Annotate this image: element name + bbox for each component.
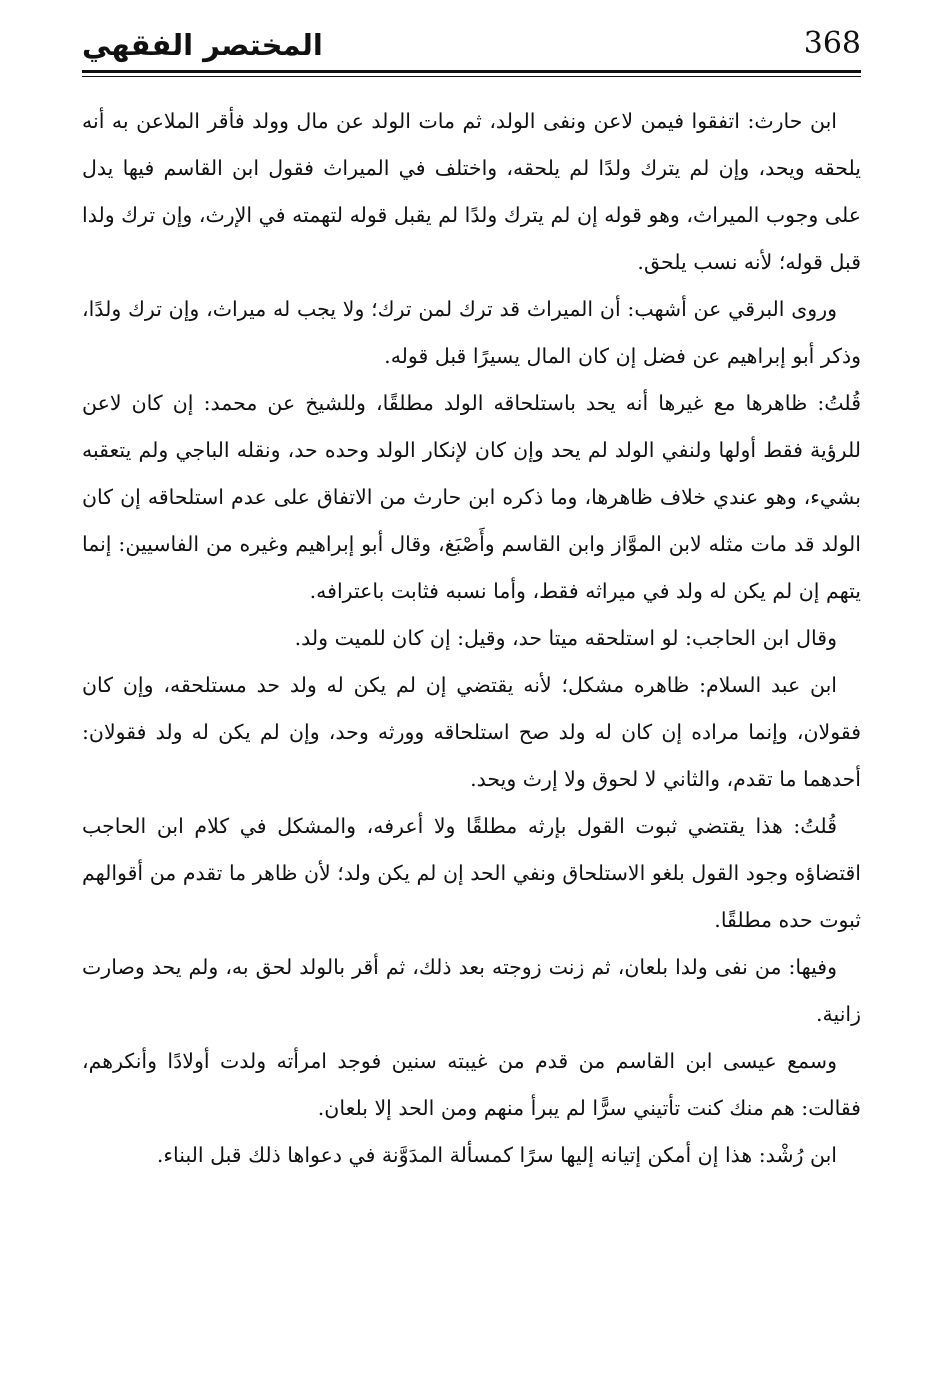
paragraph-7: وفيها: من نفى ولدا بلعان، ثم زنت زوجته بعد ذلك، ثم أقر بالولد لحق به، ولم يحد وصارت زانية. bbox=[82, 955, 861, 1026]
paragraph-8: وسمع عيسى ابن القاسم من قدم من غيبته سنين فوجد امرأته ولدت أولادًا وأنكرهم، فقالت: هم منك كنت تأتيني سرًّا لم يبرأ منهم ومن الحد إلا بلعان. bbox=[82, 1049, 861, 1120]
paragraph-3: قُلتُ: ظاهرها مع غيرها أنه يحد باستلحاقه الولد مطلقًا، وللشيخ عن محمد: إن كان لاعن للرؤية فقط أولها ولنفي الولد لم يحد وإن كان لإنكار الولد وحده حد، ونقله الباجي ولم يتعقبه بشيء، وهو عندي خلاف ظاهرها، وما ذكره ابن حارث من الاتفاق على عدم استلحاقه إن كان الولد قد مات مثله لابن الموَّاز وابن القاسم وأَصْبَغ، وقال أبو إبراهيم وغيره من الفاسيين: إنما يتهم إن لم يكن له ولد في ميراثه فقط، وأما نسبه فثابت باعترافه. bbox=[82, 391, 861, 603]
paragraph-2: وروى البرقي عن أشهب: أن الميراث قد ترك لمن ترك؛ ولا يجب له ميراث، وإن ترك ولدًا، وذكر أبو إبراهيم عن فضل إن كان المال يسيرًا قبل قوله. bbox=[82, 297, 861, 368]
header-rule-thin bbox=[82, 76, 861, 77]
book-title: المختصر الفقهي bbox=[82, 28, 323, 62]
page-number: 368 bbox=[803, 26, 861, 61]
paragraph-9: ابن رُشْد: هذا إن أمكن إتيانه إليها سرًا كمسألة المدَوَّنة في دعواها ذلك قبل البناء. bbox=[156, 1143, 837, 1167]
body-text bbox=[82, 98, 861, 1179]
paragraph-4: وقال ابن الحاجب: لو استلحقه ميتا حد، وقيل: إن كان للميت ولد. bbox=[294, 626, 837, 650]
paragraph-5: ابن عبد السلام: ظاهره مشكل؛ لأنه يقتضي إن لم يكن له ولد حد مستلحقه، وإن كان فقولان، وإنما مراده إن كان له ولد صح استلحاقه وورثه وحد، وإن لم يكن له ولد فقولان: أحدهما ما تقدم، والثاني لا لحوق ولا إرث ويحد. bbox=[82, 673, 861, 791]
paragraph-1: ابن حارث: اتفقوا فيمن لاعن ونفى الولد، ثم مات الولد عن مال وولد فأقر الملاعن به أنه يلحقه ويحد، وإن لم يترك ولدًا لم يلحقه، واختلف في الميراث فقول ابن القاسم فيها يدل على وجوب الميراث، وهو قوله إن لم يترك ولدًا لم يقبل قوله لتهمته في الإرث، وإن ترك ولدا قبل قوله؛ لأنه نسب يلحق. bbox=[82, 109, 861, 274]
paragraph-6: قُلتُ: هذا يقتضي ثبوت القول بإرثه مطلقًا ولا أعرفه، والمشكل في كلام ابن الحاجب اقتضاؤه وجود القول بلغو الاستلحاق ونفي الحد إن لم يكن ولد؛ لأن ظاهر ما تقدم من أقوالهم ثبوت حده مطلقًا. bbox=[82, 814, 861, 932]
running-header bbox=[82, 22, 861, 72]
header-rule bbox=[82, 70, 861, 73]
